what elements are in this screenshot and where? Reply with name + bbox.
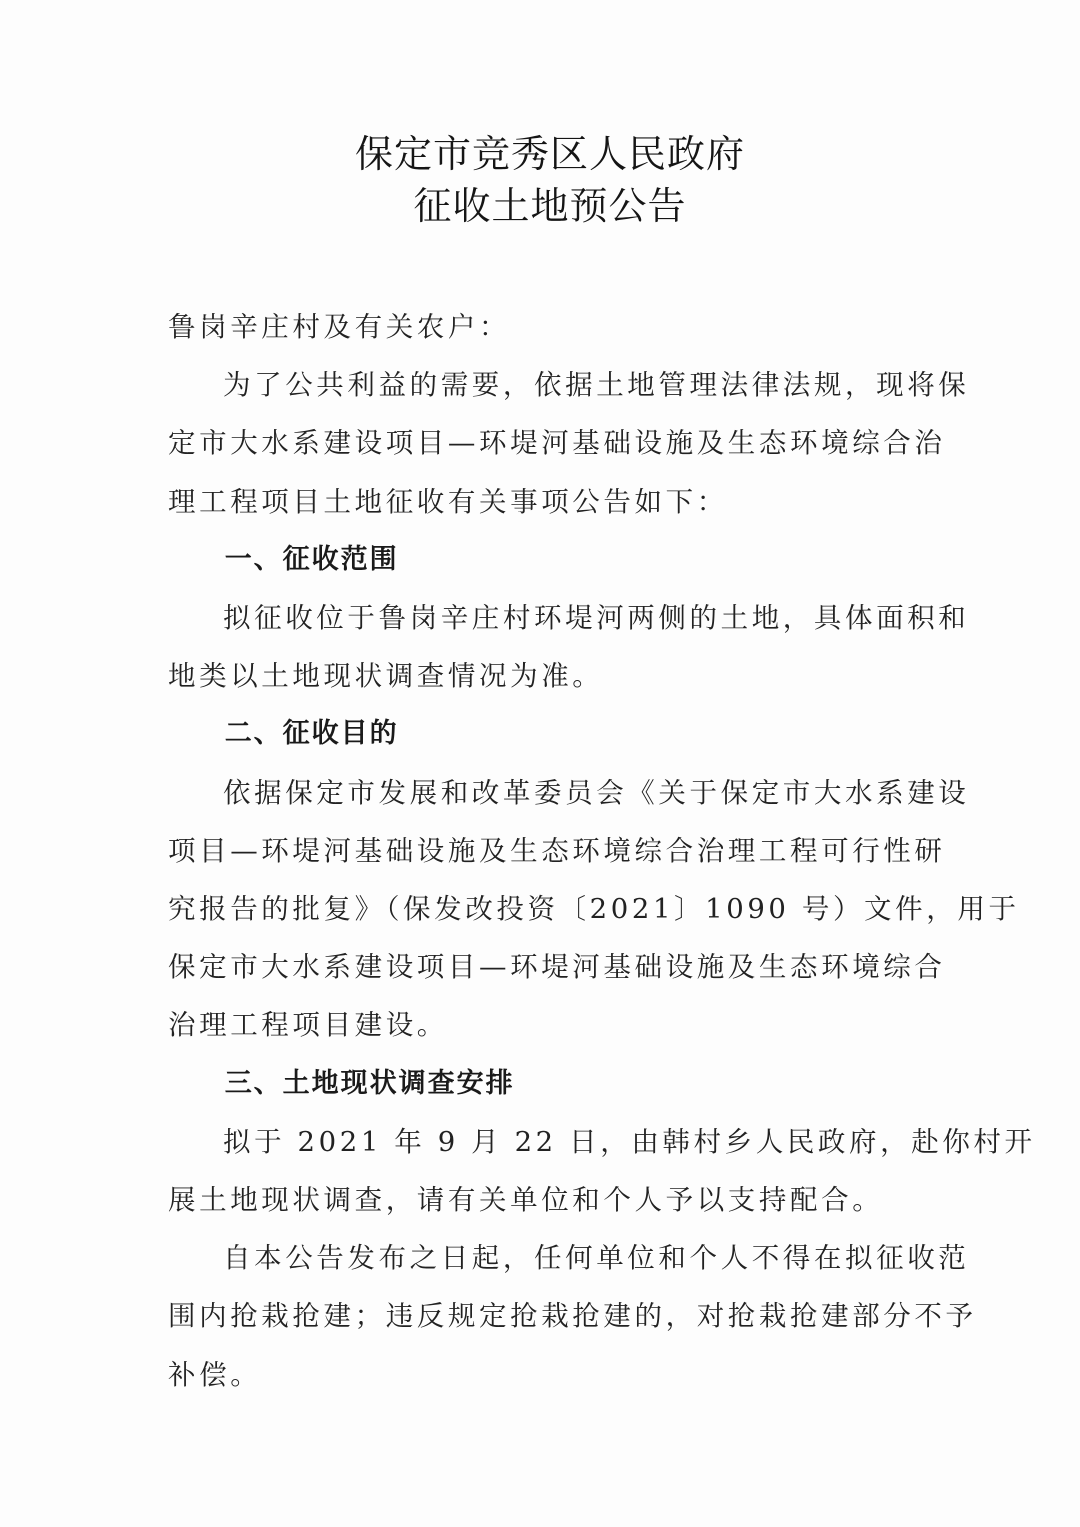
section-3-heading: 三、土地现状调查安排 [224,1067,515,1099]
section-1-line-2: 地类以土地现状调查情况为准。 [168,660,604,693]
intro-line-1: 为了公共利益的需要，依据土地管理法律法规，现将保 [223,369,970,402]
notice-line-1: 自本公告发布之日起，任何单位和个人不得在拟征收范 [223,1242,970,1275]
section-2-line-2: 项目—环堤河基础设施及生态环境综合治理工程可行性研 [168,834,946,867]
section-2-line-3: 究报告的批复》（保发改投资〔2021〕1090 号）文件，用于 [168,893,1020,926]
section-1-heading: 一、征收范围 [224,543,399,575]
section-2-line-4: 保定市大水系建设项目—环堤河基础设施及生态环境综合 [168,951,946,984]
salutation: 鲁岗辛庄村及有关农户： [168,311,511,343]
document-body [168,298,1036,1404]
title-line-1: 保定市竞秀区人民政府 [354,132,745,176]
title-line-2: 征收土地预公告 [413,184,687,228]
section-1-line-1: 拟征收位于鲁岗辛庄村环堤河两侧的土地，具体面积和 [223,602,970,635]
section-3-line-1: 拟于 2021 年 9 月 22 日，由韩村乡人民政府，赴你村开 [223,1125,1036,1158]
section-2-line-1: 依据保定市发展和改革委员会《关于保定市大水系建设 [223,776,970,809]
document-title [168,128,920,232]
notice-line-3: 补偿。 [168,1358,262,1391]
section-3-line-2: 展土地现状调查，请有关单位和个人予以支持配合。 [168,1184,884,1217]
section-2-heading: 二、征收目的 [224,718,399,750]
section-2-line-5: 治理工程项目建设。 [168,1009,448,1042]
notice-line-2: 围内抢栽抢建；违反规定抢栽抢建的，对抢栽抢建部分不予 [168,1300,977,1333]
intro-line-2: 定市大水系建设项目—环堤河基础设施及生态环境综合治 [168,427,946,460]
intro-line-3: 理工程项目土地征收有关事项公告如下： [168,485,728,518]
